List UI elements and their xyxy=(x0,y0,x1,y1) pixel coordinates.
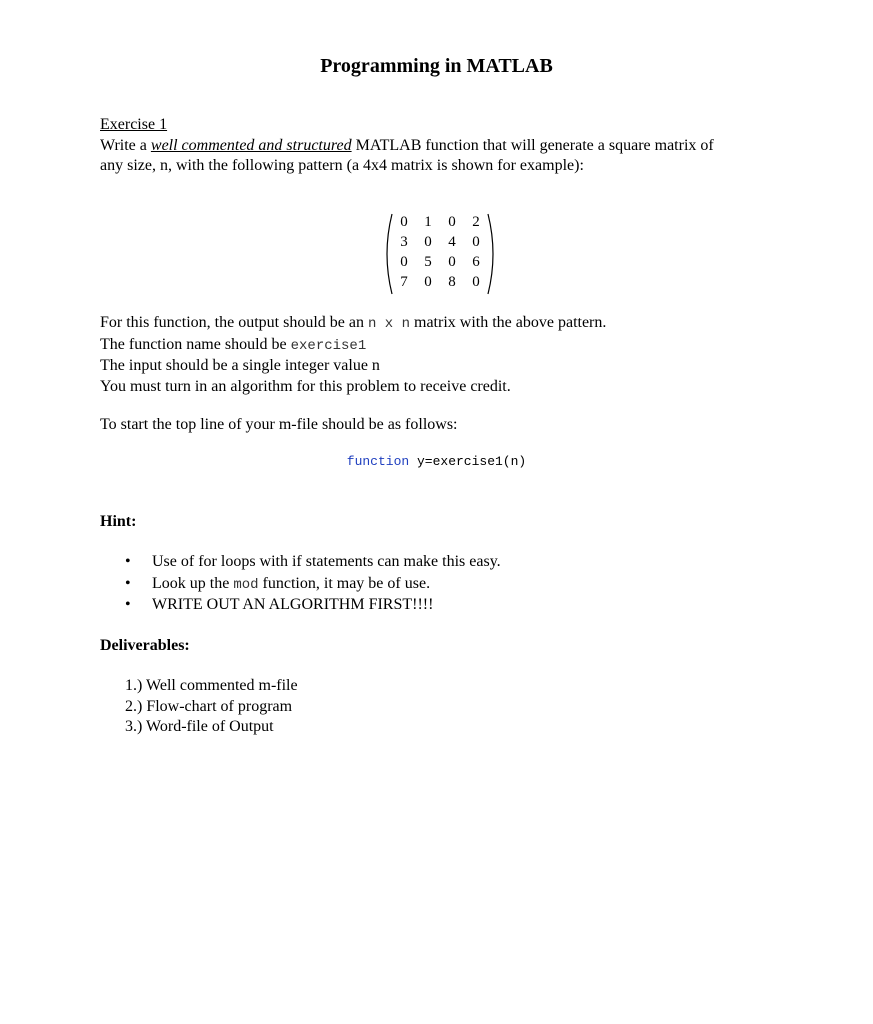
function-signature xyxy=(0,454,873,469)
matrix-cell: 4 xyxy=(448,234,456,250)
hint-heading: Hint: xyxy=(100,513,137,530)
requirements-block xyxy=(100,313,800,397)
start-instruction: To start the top line of your m-file should be as follows: xyxy=(100,416,458,433)
matrix-cell: 0 xyxy=(472,274,480,290)
req1-after: matrix with the above pattern. xyxy=(410,314,607,331)
hint-item-text: WRITE OUT AN ALGORITHM FIRST!!!! xyxy=(152,596,434,613)
exercise-heading: Exercise 1 xyxy=(100,116,168,133)
bullet-icon: • xyxy=(125,596,131,613)
list-item xyxy=(100,551,501,573)
matrix-cell: 1 xyxy=(424,214,432,230)
matrix-cell: 0 xyxy=(400,254,408,270)
requirement-line-1 xyxy=(100,313,800,335)
matrix-cell: 0 xyxy=(448,214,456,230)
intro-text-before: Write a xyxy=(100,136,151,154)
matrix-row-1 xyxy=(392,214,488,234)
example-matrix xyxy=(380,212,500,296)
exercise-line-2: any size, n, with the following pattern (a 4x4 matrix is shown for example): xyxy=(100,157,584,174)
hint-item-text: Look up the xyxy=(152,574,234,592)
list-item: 1.) Well commented m-file xyxy=(125,677,298,694)
req1-code: n x n xyxy=(367,316,410,332)
deliverables-heading: Deliverables: xyxy=(100,637,190,654)
hint-item-text: function, it may be of use. xyxy=(258,574,431,592)
exercise-line-1 xyxy=(100,136,800,157)
code-keyword: function xyxy=(346,454,410,469)
matrix-cell: 0 xyxy=(448,254,456,270)
requirement-line-4: You must turn in an algorithm for this problem to receive credit. xyxy=(100,377,511,395)
exercise-intro xyxy=(100,115,800,177)
matrix-cell: 6 xyxy=(472,254,480,270)
bullet-icon: • xyxy=(125,553,131,570)
req2-code: exercise1 xyxy=(290,337,367,354)
matrix-cell: 0 xyxy=(400,214,408,230)
list-item: 3.) Word-file of Output xyxy=(125,718,274,735)
code-rest: y=exercise1(n) xyxy=(409,454,527,469)
hint-item-text: Use of for loops with if statements can make this easy. xyxy=(152,553,501,570)
intro-text-after: MATLAB function that will generate a square matrix of xyxy=(351,136,714,154)
intro-emphasis: well commented and structured xyxy=(150,136,352,154)
bullet-icon: • xyxy=(125,574,131,592)
list-item xyxy=(100,573,501,595)
list-item xyxy=(100,594,501,616)
matrix-row-4 xyxy=(392,274,488,294)
page-title: Programming in MATLAB xyxy=(320,55,553,77)
requirement-line-3: The input should be a single integer value n xyxy=(100,357,380,374)
deliverables-list xyxy=(125,676,298,738)
hint-item-code: mod xyxy=(233,576,259,593)
matrix-cell: 0 xyxy=(424,234,432,250)
matrix-cell: 0 xyxy=(424,274,432,290)
list-item: 2.) Flow-chart of program xyxy=(125,697,293,715)
matrix-cell: 2 xyxy=(472,214,480,230)
hint-list xyxy=(100,551,501,616)
matrix-row-3 xyxy=(392,254,488,274)
matrix-cell: 8 xyxy=(448,274,456,290)
requirement-line-2 xyxy=(100,335,800,357)
matrix-cell: 5 xyxy=(424,254,432,270)
req2-before: The function name should be xyxy=(100,335,291,353)
matrix-row-2 xyxy=(392,234,488,254)
matrix-cell: 3 xyxy=(400,234,408,250)
matrix-cell: 0 xyxy=(472,234,480,250)
matrix-cell: 7 xyxy=(400,274,408,290)
req1-before: For this function, the output should be an xyxy=(100,314,368,331)
